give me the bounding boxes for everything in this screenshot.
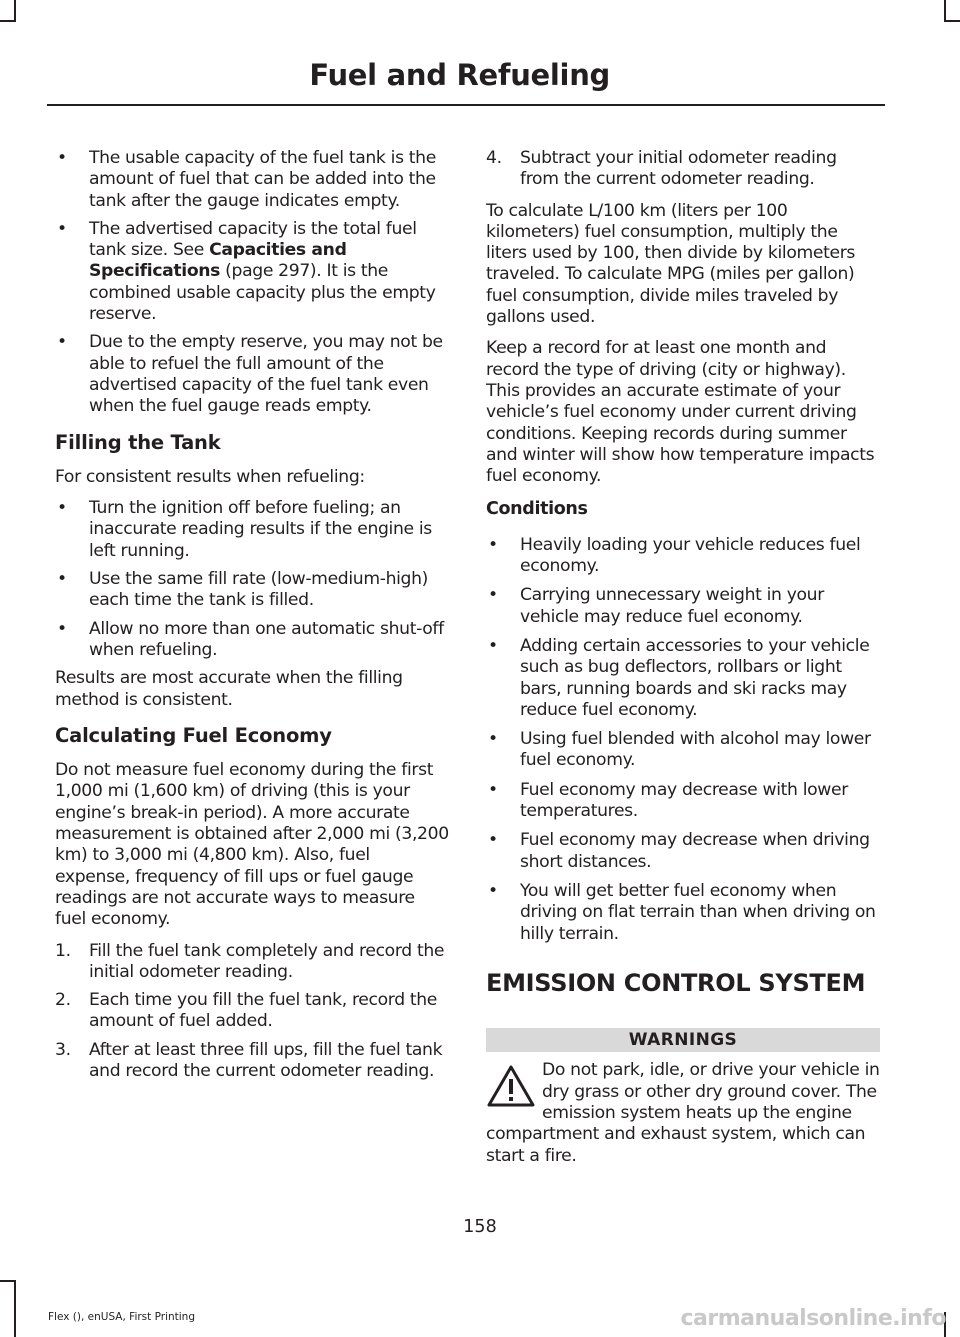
- calc-paragraph: To calculate L/100 km (liters per 100 kilometers) fuel consumption, multiply the liters used by 100, then divide by kilometers traveled. To calculate MPG (miles per gallon) fuel consumption, divide miles traveled by gallons used.: [486, 200, 856, 328]
- filling-intro: For consistent results when refueling:: [55, 466, 365, 487]
- step-item: [55, 1040, 449, 1083]
- list-item-text: Allow no more than one automatic shut-off when refueling.: [89, 618, 444, 660]
- bullet-marker: •: [488, 729, 498, 750]
- step-number: 3.: [55, 1039, 71, 1060]
- list-item-text: Due to the empty reserve, you may not be able to refuel the full amount of the advertised capacity of the fuel tank even when the fuel gauge reads empty.: [89, 332, 443, 417]
- step-number: 2.: [55, 990, 71, 1011]
- bullet-marker: •: [488, 585, 498, 606]
- list-item-text: Use the same fill rate (low-medium-high) each time the tank is filled.: [89, 569, 428, 611]
- step-text: After at least three fill ups, fill the fuel tank and record the current odometer reading.: [89, 1039, 443, 1081]
- left-column: [55, 148, 449, 1089]
- list-item-text: You will get better fuel economy when driving on flat terrain than when driving on hilly terrain.: [520, 880, 876, 944]
- warnings-banner: WARNINGS: [486, 1028, 880, 1052]
- list-item: [486, 636, 880, 721]
- step-number: 4.: [486, 148, 502, 168]
- crop-mark: [0, 20, 16, 22]
- list-item: [55, 148, 449, 212]
- step-item: [486, 148, 880, 191]
- list-item: [55, 569, 449, 612]
- list-item: [486, 729, 880, 772]
- list-item-text: (page 297). It is the combined usable capacity plus the empty reserve.: [89, 261, 436, 325]
- bullet-marker: •: [57, 569, 67, 590]
- page-title: Fuel and Refueling: [309, 58, 610, 92]
- bullet-marker: •: [57, 618, 67, 639]
- step-text: Each time you fill the fuel tank, record the amount of fuel added.: [89, 990, 438, 1032]
- list-item-text: Fuel economy may decrease when driving short distances.: [520, 830, 870, 872]
- list-item-text: Turn the ignition off before fueling; an inaccurate reading results if the engine is left running.: [89, 498, 432, 561]
- warning-text: Do not park, idle, or drive your vehicle in dry grass or other dry ground cover. The emission system heats up the engine compartment and exhaust system, which can start a fire.: [486, 1060, 880, 1166]
- header-rule: [47, 104, 885, 106]
- list-item: [486, 830, 880, 873]
- list-item-text: The usable capacity of the fuel tank is the amount of fuel that can be added into the tank after the gauge indicates empty.: [89, 148, 436, 211]
- list-item-text: Heavily loading your vehicle reduces fuel economy.: [520, 534, 861, 577]
- step-number: 1.: [55, 940, 71, 961]
- bullet-marker: •: [488, 779, 498, 800]
- list-item: [486, 535, 880, 578]
- crop-mark: [944, 20, 960, 22]
- step-text: Fill the fuel tank completely and record the initial odometer reading.: [89, 940, 445, 982]
- filling-outro: Results are most accurate when the filling method is consistent.: [55, 668, 403, 710]
- crop-mark: [14, 1280, 16, 1337]
- conditions-heading: Conditions: [486, 499, 588, 520]
- capacities-link[interactable]: Capacities and Specifications: [89, 240, 347, 282]
- bullet-marker: •: [57, 148, 67, 168]
- bullet-marker: •: [488, 635, 498, 656]
- bullet-marker: •: [57, 332, 67, 353]
- emission-heading: EMISSION CONTROL SYSTEM: [486, 968, 866, 997]
- step-item: [55, 941, 449, 984]
- list-item: [55, 332, 449, 417]
- list-item: [486, 780, 880, 823]
- list-item: [486, 585, 880, 628]
- footer-text: Flex (), enUSA, First Printing: [48, 1311, 195, 1323]
- calc-heading: Calculating Fuel Economy: [55, 723, 332, 747]
- page-number: 158: [463, 1217, 497, 1237]
- warning-block: [486, 1060, 880, 1166]
- right-column: [486, 148, 880, 1167]
- bullet-marker: •: [57, 218, 67, 239]
- crop-mark: [0, 1280, 16, 1282]
- list-item-text: Carrying unnecessary weight in your vehicle may reduce fuel economy.: [520, 585, 824, 627]
- bullet-marker: •: [488, 880, 498, 901]
- warning-triangle-icon: [486, 1064, 536, 1108]
- step-item: [55, 990, 449, 1033]
- list-item-text: The advertised capacity is the total fuel tank size. See: [89, 218, 417, 261]
- list-item: [55, 219, 449, 325]
- list-item: [55, 498, 449, 562]
- step-text: Subtract your initial odometer reading from the current odometer reading.: [520, 148, 837, 190]
- list-item-text: Fuel economy may decrease with lower temperatures.: [520, 779, 848, 822]
- watermark: carmanualsonline.info: [680, 1306, 946, 1331]
- bullet-marker: •: [57, 498, 67, 519]
- crop-mark: [944, 0, 946, 20]
- record-paragraph: Keep a record for at least one month and record the type of driving (city or highway). This provides an accurate estimate of your vehicle’s fuel economy under current driving conditions. Keeping records during summer and winter will show how temperature impacts fuel economy.: [486, 338, 875, 487]
- list-item-text: Adding certain accessories to your vehicle such as bug deflectors, rollbars or light bars, running boards and ski racks may reduce fuel economy.: [520, 635, 870, 720]
- bullet-marker: •: [488, 830, 498, 851]
- crop-mark: [14, 0, 16, 20]
- list-item-text: Using fuel blended with alcohol may lower fuel economy.: [520, 729, 871, 771]
- list-item: [486, 881, 880, 945]
- calc-intro: Do not measure fuel economy during the first 1,000 mi (1,600 km) of driving (this is your engine’s break-in period). A more accurate measurement is obtained after 2,000 mi (3,200 km) to 3,000 mi (4,800 km). Also, fuel expense, frequency of fill ups or fuel gauge readings are not accurate ways to measure fuel economy.: [55, 760, 449, 930]
- list-item: [55, 619, 449, 662]
- bullet-marker: •: [488, 534, 498, 555]
- filling-heading: Filling the Tank: [55, 430, 221, 454]
